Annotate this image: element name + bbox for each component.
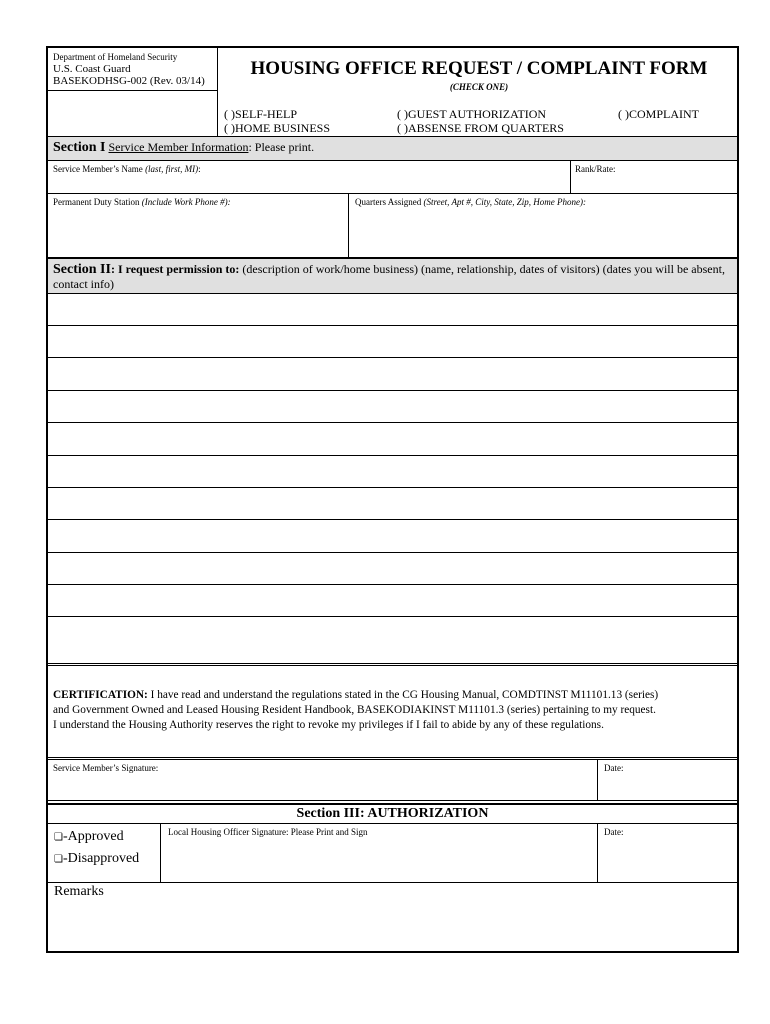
service-member-name-field[interactable] (48, 176, 569, 193)
department-name: Department of Homeland Security (53, 52, 178, 62)
check-one-label: (CHECK ONE) (449, 82, 509, 92)
certification-text: CERTIFICATION: I have read and understand the regulations stated in the CG Housing Manual, COMDTINST M11101.13 (series) and Government Owned and Leased Housing Resident Handbook, BASEKODIAKINST M11101.3 (series) pertaining to my request. I understand the Housing Authority reserves the right to revoke my privileges if I fail to abide by any of these regulations. (53, 689, 659, 731)
agency-name: U.S. Coast Guard (53, 63, 131, 75)
checkbox-icon[interactable]: ❏ (54, 854, 63, 865)
form-number: BASEKODHSG-002 (Rev. 03/14) (53, 75, 205, 87)
checkbox-icon[interactable]: ❏ (54, 832, 63, 843)
remarks-label: Remarks (54, 884, 104, 899)
housing-officer-signature-label: Local Housing Officer Signature: Please Print and Sign (168, 827, 368, 837)
certification-label: CERTIFICATION: (53, 689, 148, 701)
section1-subheading: Service Member Information (108, 140, 249, 154)
section1-header (48, 137, 737, 160)
member-signature-date-field[interactable] (598, 774, 739, 800)
request-details-area[interactable] (48, 294, 737, 664)
quarters-assigned-field[interactable] (349, 210, 739, 256)
option-home-business[interactable]: ( )HOME BUSINESS (224, 121, 331, 135)
member-signature-label: Service Member’s Signature: (53, 763, 159, 773)
section1-heading: Section I (53, 140, 106, 155)
member-signature-field[interactable] (48, 774, 596, 800)
section2-description: (description of work/home business) (name, relationship, dates of visitors) (dates you will be absent, contact info) (53, 262, 725, 291)
housing-officer-signature-field[interactable] (161, 839, 596, 881)
option-guest-authorization[interactable]: ( )GUEST AUTHORIZATION (397, 107, 547, 121)
form-title: HOUSING OFFICE REQUEST / COMPLAINT FORM (250, 58, 708, 79)
section3-heading: Section III: AUTHORIZATION (296, 806, 489, 821)
option-self-help[interactable]: ( )SELF-HELP (224, 107, 297, 121)
member-signature-date-label: Date: (604, 763, 624, 773)
option-absense-from-quarters[interactable]: ( )ABSENSE FROM QUARTERS (397, 121, 564, 135)
section1-rest: : Please print. (248, 140, 315, 154)
section2-header (48, 259, 737, 293)
quarters-assigned-label: Quarters Assigned (Street, Apt #, City, State, Zip, Home Phone): (355, 197, 586, 207)
section2-bold: : I request permission to: (110, 262, 240, 276)
disapproved-option[interactable]: ❏-Disapproved (54, 851, 140, 866)
approved-option[interactable]: ❏-Approved (54, 829, 124, 844)
option-complaint[interactable]: ( )COMPLAINT (618, 107, 699, 121)
housing-request-form (46, 46, 739, 953)
duty-station-label: Permanent Duty Station (Include Work Phone #): (53, 197, 231, 207)
authorization-date-label: Date: (604, 827, 624, 837)
authorization-date-field[interactable] (598, 839, 739, 881)
decision-options (54, 826, 139, 870)
agency-info (53, 52, 205, 87)
rank-rate-field[interactable] (571, 176, 739, 193)
service-member-name-label: Service Member’s Name (last, first, MI): (53, 164, 201, 174)
rank-rate-label: Rank/Rate: (575, 164, 616, 174)
remarks-field[interactable] (48, 904, 739, 952)
section2-heading: Section II (53, 262, 111, 277)
duty-station-field[interactable] (48, 210, 347, 256)
